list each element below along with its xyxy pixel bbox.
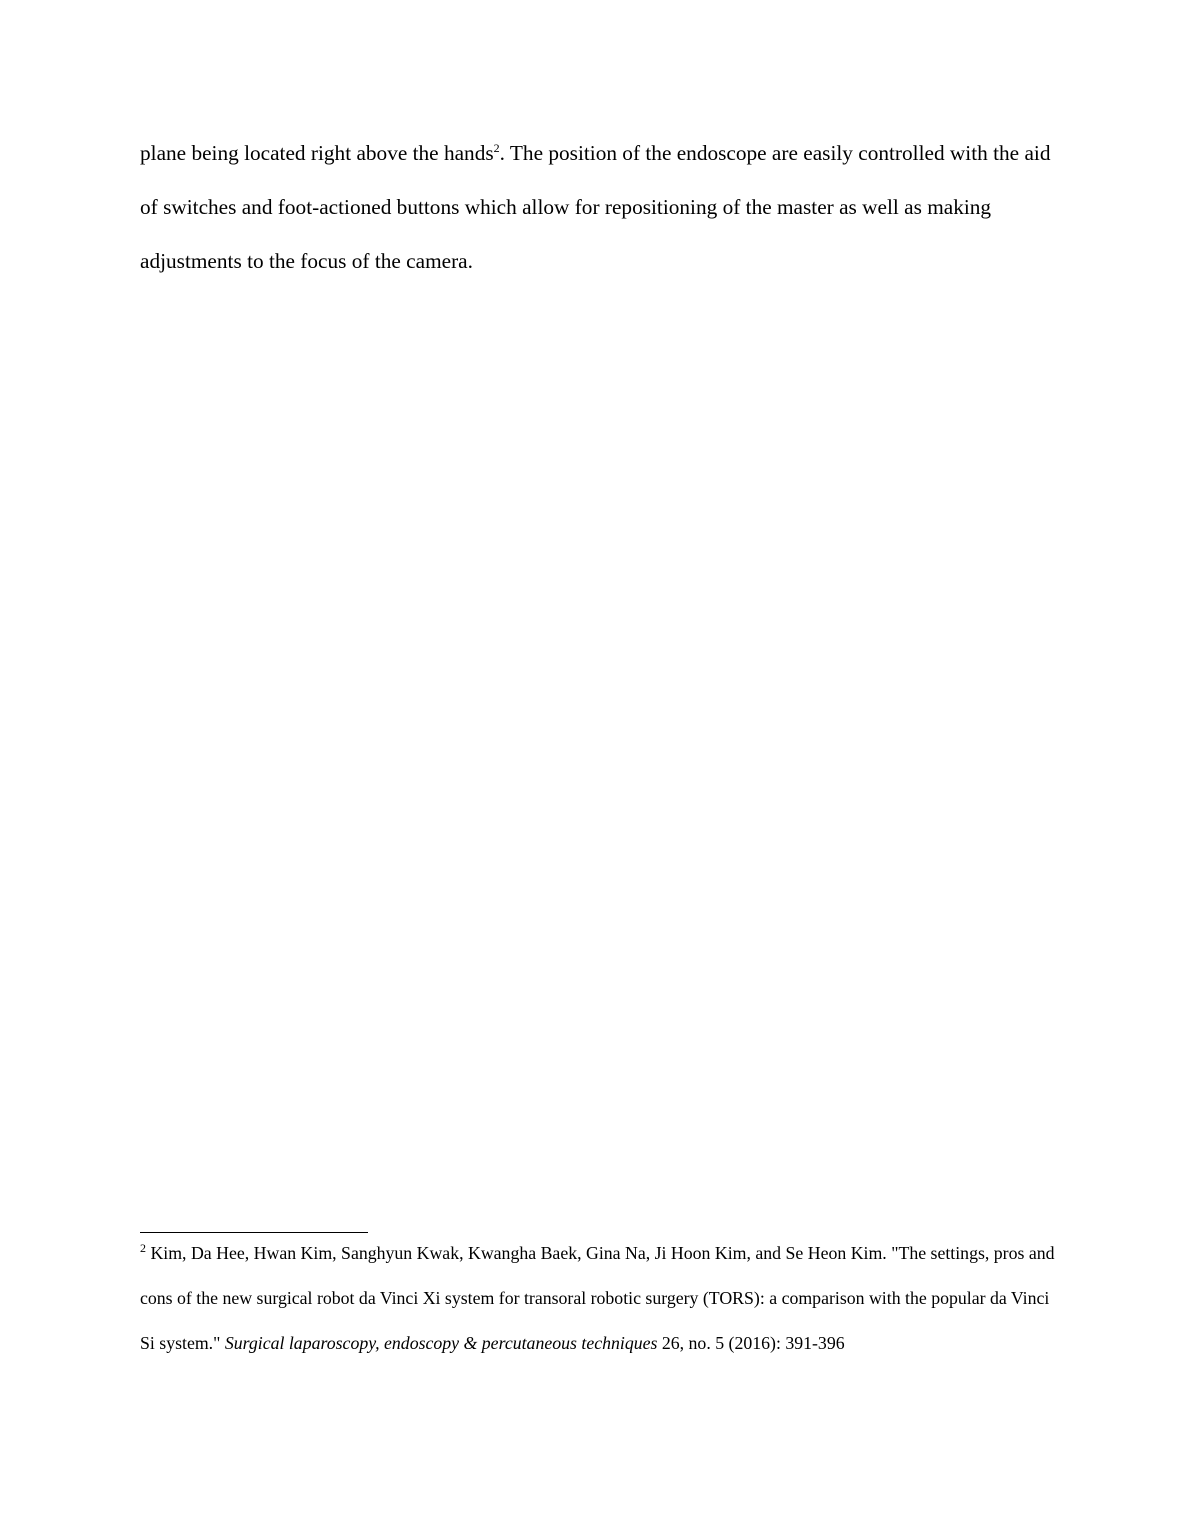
footnote: [140, 1231, 1055, 1366]
footnote-citation: Kim, Da Hee, Hwan Kim, Sanghyun Kwak, Kwangha Baek, Gina Na, Ji Hoon Kim, and Se Heon Kim. "The settings, pros and cons of the new surgical robot da Vinci Xi system for transoral robotic surgery (TORS): a comparison with the popular da Vinci Si system.": [140, 1243, 1055, 1353]
footnote-citation-end: 26, no. 5 (2016): 391-396: [657, 1333, 845, 1353]
footnote-number: 2: [140, 1241, 146, 1256]
body-text-start: plane being located right above the hands: [140, 141, 494, 165]
body-text-rest: . The position of the endoscope are easily controlled with the aid of switches and foot-actioned buttons which allow for repositioning of the master as well as making adjustments to the focus of the camera.: [140, 141, 1051, 273]
footnote-journal-title: Surgical laparoscopy, endoscopy & percutaneous techniques: [224, 1333, 658, 1353]
body-paragraph: [140, 126, 1055, 288]
footnote-reference[interactable]: 2: [493, 140, 500, 155]
